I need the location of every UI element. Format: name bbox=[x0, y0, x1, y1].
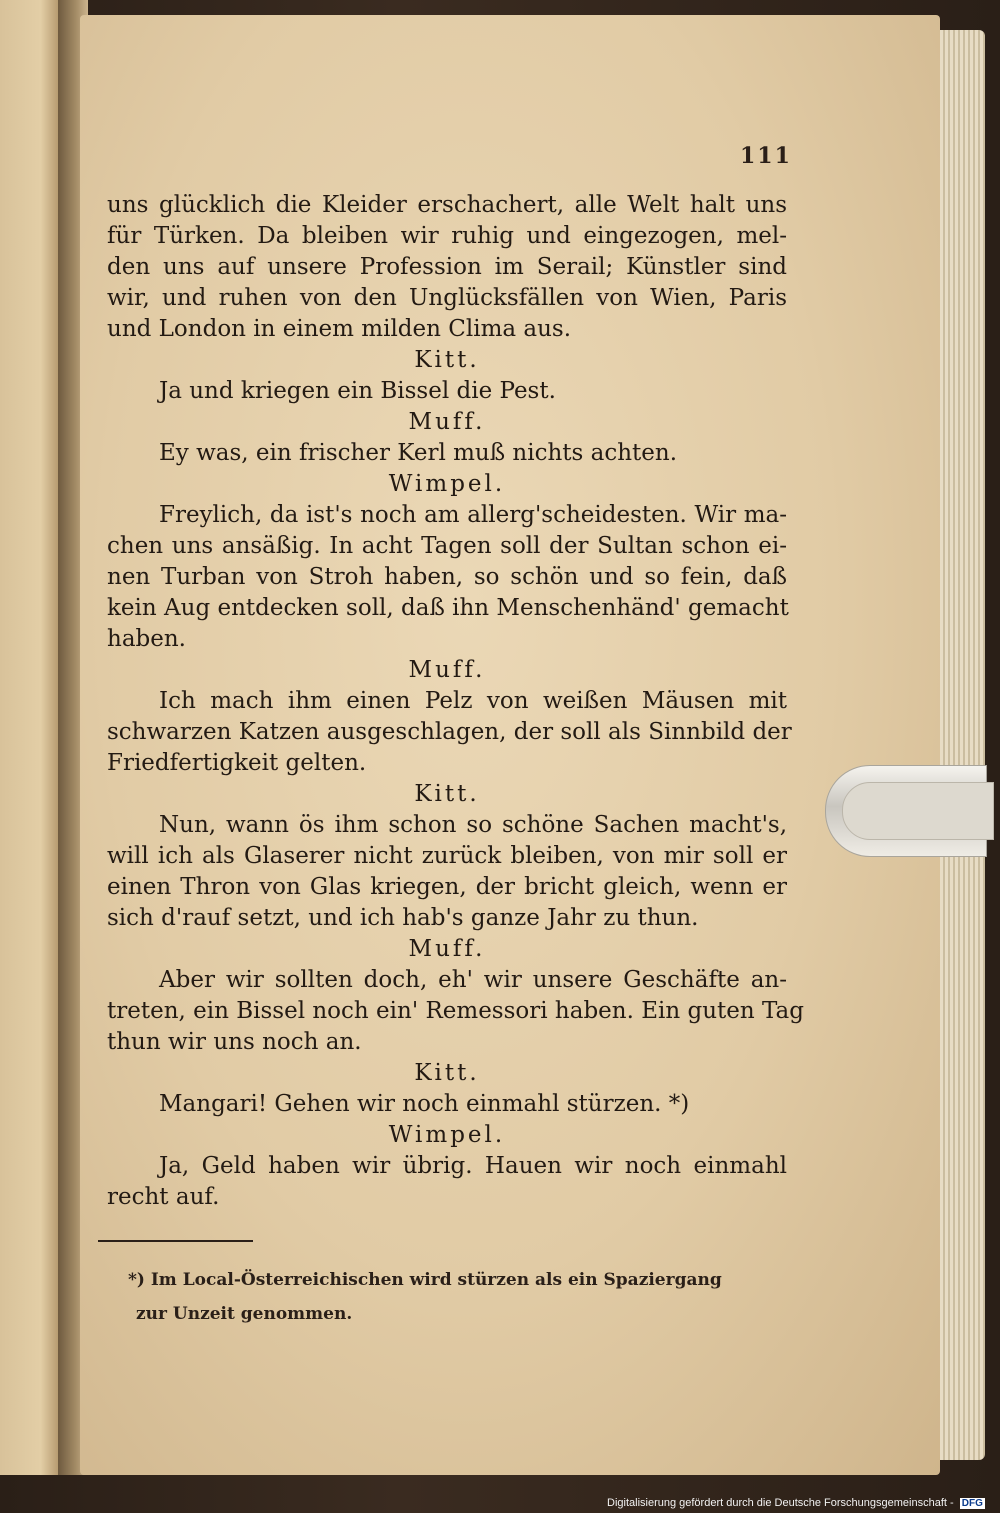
text-line: recht auf. bbox=[107, 1184, 220, 1210]
speaker-name: Kitt. bbox=[414, 347, 480, 373]
text-line: treten, ein Bissel noch ein' Remessori haben. Ein guten Tag bbox=[107, 998, 804, 1024]
speaker-name: Muff. bbox=[408, 657, 486, 683]
text-line: einen Thron von Glas kriegen, der bricht gleich, wenn er bbox=[107, 874, 787, 900]
dfg-logo: DFG bbox=[961, 1498, 983, 1509]
footnote-line: *) Im Local-Österreichischen wird stürzen als ein Spaziergang bbox=[128, 1270, 722, 1290]
speaker-name: Wimpel. bbox=[388, 1122, 506, 1148]
text-line: und London in einem milden Clima aus. bbox=[107, 316, 572, 342]
text-line: Nun, wann ös ihm schon so schöne Sachen macht's, bbox=[159, 812, 787, 838]
text-line: schwarzen Katzen ausgeschlagen, der soll als Sinnbild der bbox=[107, 719, 792, 745]
text-line: Ja und kriegen ein Bissel die Pest. bbox=[159, 378, 556, 404]
speaker-name: Muff. bbox=[408, 409, 486, 435]
text-line: sich d'rauf setzt, und ich hab's ganze Jahr zu thun. bbox=[107, 905, 699, 931]
text-line: wir, und ruhen von den Unglücksfällen von Wien, Paris bbox=[107, 285, 787, 311]
footnote bbox=[128, 1263, 778, 1331]
speaker-name: Kitt. bbox=[414, 781, 480, 807]
left-page-edge bbox=[0, 0, 58, 1475]
text-line: Freylich, da ist's noch am allerg'scheidesten. Wir ma- bbox=[159, 502, 787, 528]
text-line: nen Turban von Stroh haben, so schön und so fein, daß bbox=[107, 564, 787, 590]
text-line: den uns auf unsere Profession im Serail; Künstler sind bbox=[107, 254, 787, 280]
text-line: thun wir uns noch an. bbox=[107, 1029, 362, 1055]
text-line: will ich als Glaserer nicht zurück bleiben, von mir soll er bbox=[107, 843, 787, 869]
main-text bbox=[107, 190, 804, 1213]
footnote-divider bbox=[98, 1240, 253, 1242]
text-line: Ey was, ein frischer Kerl muß nichts achten. bbox=[159, 440, 678, 466]
page-number: 111 bbox=[740, 143, 792, 169]
text-line: chen uns ansäßig. In acht Tagen soll der Sultan schon ei- bbox=[107, 533, 787, 559]
speaker-name: Kitt. bbox=[414, 1060, 480, 1086]
text-line: haben. bbox=[107, 626, 186, 652]
speaker-name: Wimpel. bbox=[388, 471, 506, 497]
text-line: kein Aug entdecken soll, daß ihn Menschenhänd' gemacht bbox=[107, 595, 789, 621]
text-line: für Türken. Da bleiben wir ruhig und eingezogen, mel- bbox=[107, 223, 787, 249]
credit-text: Digitalisierung gefördert durch die Deutsche Forschungsgemeinschaft - bbox=[607, 1497, 954, 1509]
digitization-credit bbox=[607, 1497, 985, 1509]
text-line: uns glücklich die Kleider erschachert, alle Welt halt uns bbox=[107, 192, 787, 218]
text-line: Friedfertigkeit gelten. bbox=[107, 750, 367, 776]
text-line: Ich mach ihm einen Pelz von weißen Mäusen mit bbox=[159, 688, 787, 714]
text-line: Ja, Geld haben wir übrig. Hauen wir noch einmahl bbox=[159, 1153, 787, 1179]
text-line: Mangari! Gehen wir noch einmahl stürzen. *) bbox=[159, 1091, 690, 1117]
speaker-name: Muff. bbox=[408, 936, 486, 962]
footnote-line: zur Unzeit genommen. bbox=[136, 1304, 353, 1324]
text-line: Aber wir sollten doch, eh' wir unsere Geschäfte an- bbox=[159, 967, 787, 993]
page-clip bbox=[825, 765, 987, 857]
